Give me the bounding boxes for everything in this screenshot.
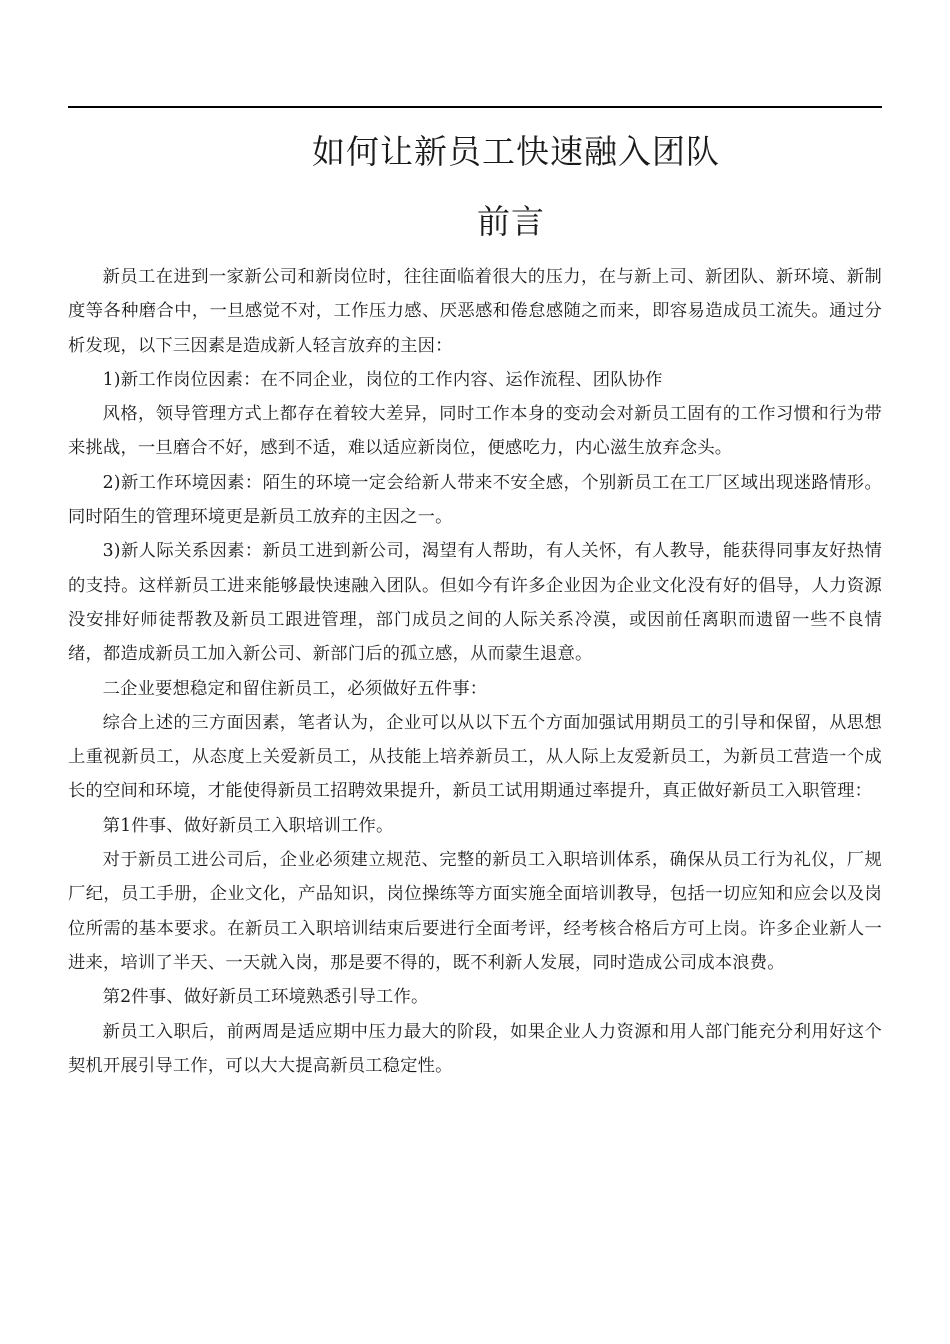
document-title: 如何让新员工快速融入团队 xyxy=(312,132,720,171)
paragraph-factor-2: 2)新工作环境因素：陌生的环境一定会给新人带来不安全感，个别新员工在工厂区域出现迷路情形。同时陌生的管理环境更是新员工放弃的主因之一。 xyxy=(68,472,882,528)
paragraph-item-2-body: 新员工入职后，前两周是适应期中压力最大的阶段，如果企业人力资源和用人部门能充分利用好这个契机开展引导工作，可以大大提高新员工稳定性。 xyxy=(68,1021,882,1076)
paragraph-item-2-heading: 第2件事、做好新员工环境熟悉引导工作。 xyxy=(102,987,429,1008)
document-body xyxy=(68,260,882,1083)
paragraph-factor-1-heading: 1)新工作岗位因素：在不同企业，岗位的工作内容、运作流程、团队协作 xyxy=(102,369,663,390)
section-heading-preface: 前言 xyxy=(477,202,545,241)
header-rule xyxy=(68,106,882,108)
paragraph-intro: 新员工在进到一家新公司和新岗位时，往往面临着很大的压力，在与新上司、新团队、新环境、新制度等各种磨合中，一旦感觉不对，工作压力感、厌恶感和倦怠感随之而来，即容易造成员工流失。通过分析发现，以下三因素是造成新人轻言放弃的主因： xyxy=(68,267,882,356)
paragraph-item-1-body: 对于新员工进公司后，企业必须建立规范、完整的新员工入职培训体系，确保从员工行为礼仪，厂规厂纪，员工手册，企业文化，产品知识，岗位操练等方面实施全面培训教导，包括一切应知和应会以及岗位所需的基本要求。在新员工入职培训结束后要进行全面考评，经考核合格后方可上岗。许多企业新人一进来，培训了半天、一天就入岗，那是要不得的，既不利新人发展，同时造成公司成本浪费。 xyxy=(68,850,882,973)
paragraph-five-things-heading: 二企业要想稳定和留住新员工，必须做好五件事： xyxy=(102,678,488,699)
paragraph-summary: 综合上述的三方面因素，笔者认为，企业可以从以下五个方面加强试用期员工的引导和保留，从思想上重视新员工，从态度上关爱新员工，从技能上培养新员工，从人际上友爱新员工，为新员工营造一个成长的空间和环境，才能使得新员工招聘效果提升，新员工试用期通过率提升，真正做好新员工入职管理： xyxy=(68,712,882,802)
paragraph-item-1-heading: 第1件事、做好新员工入职培训工作。 xyxy=(102,815,394,836)
paragraph-factor-1-body: 风格，领导管理方式上都存在着较大差异，同时工作本身的变动会对新员工固有的工作习惯和行为带来挑战，一旦磨合不好，感到不适，难以适应新岗位，便感吃力，内心滋生放弃念头。 xyxy=(68,404,882,459)
paragraph-factor-3: 3)新人际关系因素：新员工进到新公司，渴望有人帮助，有人关怀，有人教导，能获得同事友好热情的支持。这样新员工进来能够最快速融入团队。但如今有许多企业因为企业文化没有好的倡导，人力资源没安排好师徒帮教及新员工跟进管理，部门成员之间的人际关系冷漠，或因前任离职而遗留一些不良情绪，都造成新员工加入新公司、新部门后的孤立感，从而蒙生退意。 xyxy=(68,541,882,665)
